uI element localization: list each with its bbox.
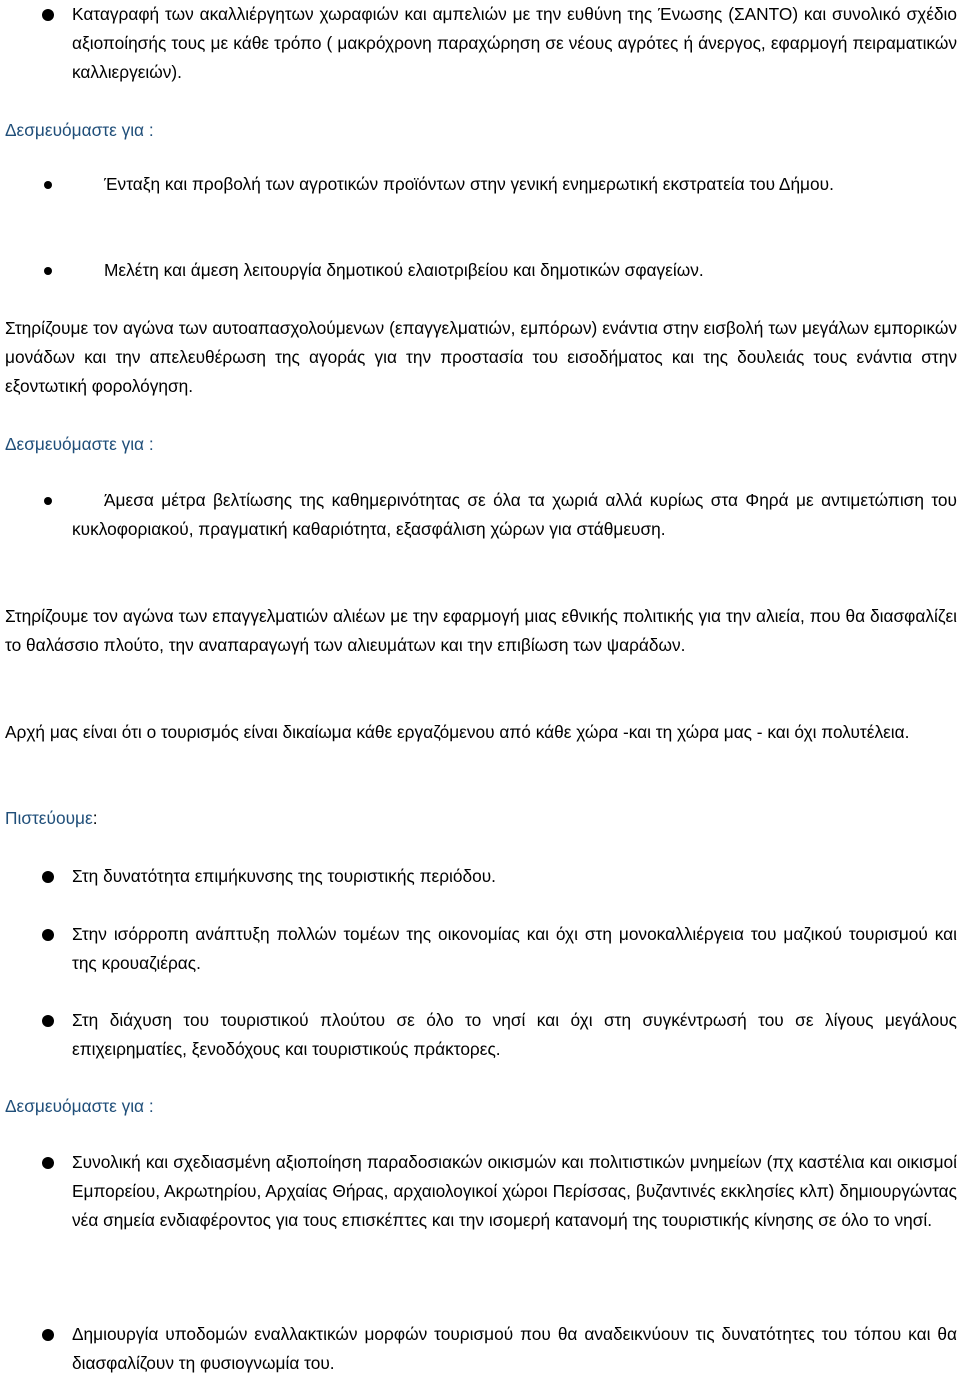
list-item-text: Καταγραφή των ακαλλιέργητων χωραφιών και αμπελιών με την ευθύνη της Ένωσης (ΣΑΝΤΟ) και συνολικό σχέδιο αξιοποίησής τους με κάθε τρόπο ( μακρόχρονη παραχώρηση σε νέους αγρότες ή άνεργος, εφαρμογή πειραματικών καλλιεργειών). <box>72 4 957 82</box>
bullet-icon <box>44 497 52 505</box>
list-item-text: Στην ισόρροπη ανάπτυξη πολλών τομέων της οικονομίας και όχι στη μονοκαλλιέργεια του μαζικού τουρισμού και της κρουαζιέρας. <box>72 924 957 973</box>
bullet-icon <box>42 929 54 941</box>
bullet-icon <box>44 267 52 275</box>
believe-heading-text: Πιστεύουμε <box>5 808 93 828</box>
list-item-text: Δημιουργία υποδομών εναλλακτικών μορφών τουρισμού που θα αναδεικνύουν τις δυνατότητες του τόπου και θα διασφαλίζουν τη φυσιογνωμία του. <box>72 1324 957 1373</box>
believe-heading-colon: : <box>92 808 98 828</box>
section-heading: Δεσμευόμαστε για : <box>5 434 154 454</box>
list-item-text: Στη δυνατότητα επιμήκυνσης της τουριστικής περιόδου. <box>72 866 496 886</box>
bullet-icon <box>42 1015 54 1027</box>
list-item-text: Μελέτη και άμεση λειτουργία δημοτικού ελαιοτριβείου και δημοτικών σφαγείων. <box>104 260 704 280</box>
section-heading: Δεσμευόμαστε για : <box>5 1096 154 1116</box>
paragraph: Αρχή μας είναι ότι ο τουρισμός είναι δικαίωμα κάθε εργαζόμενου από κάθε χώρα -και τη χώρα μας - και όχι πολυτέλεια. <box>5 722 910 742</box>
bullet-icon <box>42 1329 54 1341</box>
bullet-icon <box>42 9 54 21</box>
section-heading <box>5 804 957 833</box>
bullet-icon <box>42 871 54 883</box>
list-item-text: Ένταξη και προβολή των αγροτικών προϊόντων στην γενική ενημερωτική εκστρατεία του Δήμου. <box>104 174 834 194</box>
section-heading: Δεσμευόμαστε για : <box>5 120 154 140</box>
paragraph: Στηρίζουμε τον αγώνα των αυτοαπασχολούμενων (επαγγελματιών, εμπόρων) ενάντια στην εισβολή των μεγάλων εμπορικών μονάδων και την απελευθέρωση της αγοράς για την προστασία του εισοδήματος και της δουλειάς τους ενάντια στην εξοντωτική φορολόγηση. <box>5 318 957 396</box>
list-item-text: Άμεσα μέτρα βελτίωσης της καθημερινότητας σε όλα τα χωριά αλλά κυρίως στα Φηρά με αντιμετώπιση του κυκλοφοριακού, πραγματική καθαριότητα, εξασφάλιση χώρων για στάθμευση. <box>72 490 957 539</box>
list-item-text: Στη διάχυση του τουριστικού πλούτου σε όλο το νησί και όχι στη συγκέντρωσή του σε λίγους μεγάλους επιχειρηματίες, ξενοδόχους και τουριστικούς πράκτορες. <box>72 1010 957 1059</box>
paragraph: Στηρίζουμε τον αγώνα των επαγγελματιών αλιέων με την εφαρμογή μιας εθνικής πολιτικής για την αλιεία, που θα διασφαλίζει το θαλάσσιο πλούτο, την αναπαραγωγή των αλιευμάτων και την επιβίωση των ψαράδων. <box>5 606 957 655</box>
bullet-icon <box>42 1157 54 1169</box>
list-item-text: Συνολική και σχεδιασμένη αξιοποίηση παραδοσιακών οικισμών και πολιτιστικών μνημείων (πχ καστέλια και οικισμοί Εμπορείου, Ακρωτηρίου, Αρχαίας Θήρας, αρχαιολογικοί χώροι Περίσσας, βυζαντινές εκκλησίες κλπ) δημιουργώντας νέα σημεία ενδιαφέροντος για τους επισκέπτες και την ισομερή κατανομή της τουριστικής κίνησης σε όλο το νησί. <box>72 1152 957 1230</box>
